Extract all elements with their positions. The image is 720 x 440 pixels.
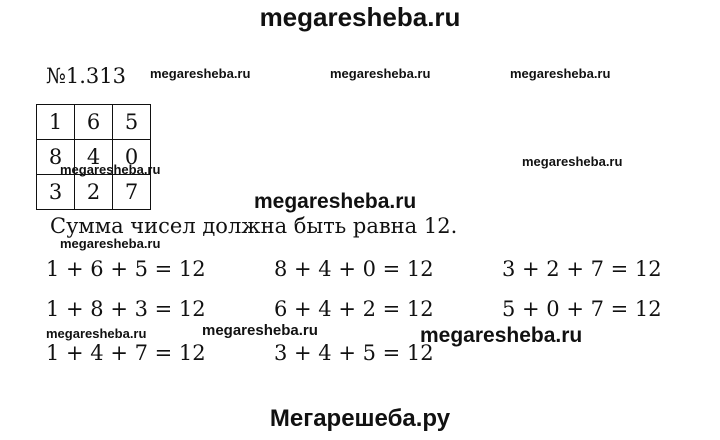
equation: 8 + 4 + 0 = 12 [274, 257, 434, 281]
watermark: megaresheba.ru [46, 326, 147, 341]
grid-cell: 4 [75, 140, 113, 175]
grid-cell: 5 [113, 105, 151, 140]
grid-cell: 3 [37, 175, 75, 210]
magic-square-grid [36, 104, 151, 210]
watermark: megaresheba.ru [330, 66, 431, 81]
watermark: megaresheba.ru [254, 190, 417, 213]
problem-number: №1.313 [46, 64, 126, 88]
problem-statement: Сумма чисел должна быть равна 12. [50, 214, 458, 238]
grid-cell: 7 [113, 175, 151, 210]
equation: 5 + 0 + 7 = 12 [502, 297, 662, 321]
grid-cell: 0 [113, 140, 151, 175]
footer-brand: Мегарешеба.ру [269, 405, 451, 432]
watermark: megaresheba.ru [510, 66, 611, 81]
equation: 3 + 4 + 5 = 12 [274, 341, 434, 365]
equation: 1 + 8 + 3 = 12 [46, 297, 206, 321]
watermark: megaresheba.ru [60, 236, 161, 251]
grid-cell: 2 [75, 175, 113, 210]
watermark: megaresheba.ru [420, 324, 583, 347]
equation: 6 + 4 + 2 = 12 [274, 297, 434, 321]
grid-cell: 1 [37, 105, 75, 140]
equation: 1 + 4 + 7 = 12 [46, 341, 206, 365]
grid-row [37, 175, 151, 210]
watermark: megaresheba.ru [60, 162, 161, 177]
grid-cell: 6 [75, 105, 113, 140]
watermark: megaresheba.ru [150, 66, 251, 81]
equation: 1 + 6 + 5 = 12 [46, 257, 206, 281]
grid-cell: 8 [37, 140, 75, 175]
watermark: megaresheba.ru [202, 322, 318, 339]
site-title: megaresheba.ru [259, 2, 461, 32]
equation: 3 + 2 + 7 = 12 [502, 257, 662, 281]
watermark: megaresheba.ru [522, 154, 623, 169]
grid-row [37, 105, 151, 140]
